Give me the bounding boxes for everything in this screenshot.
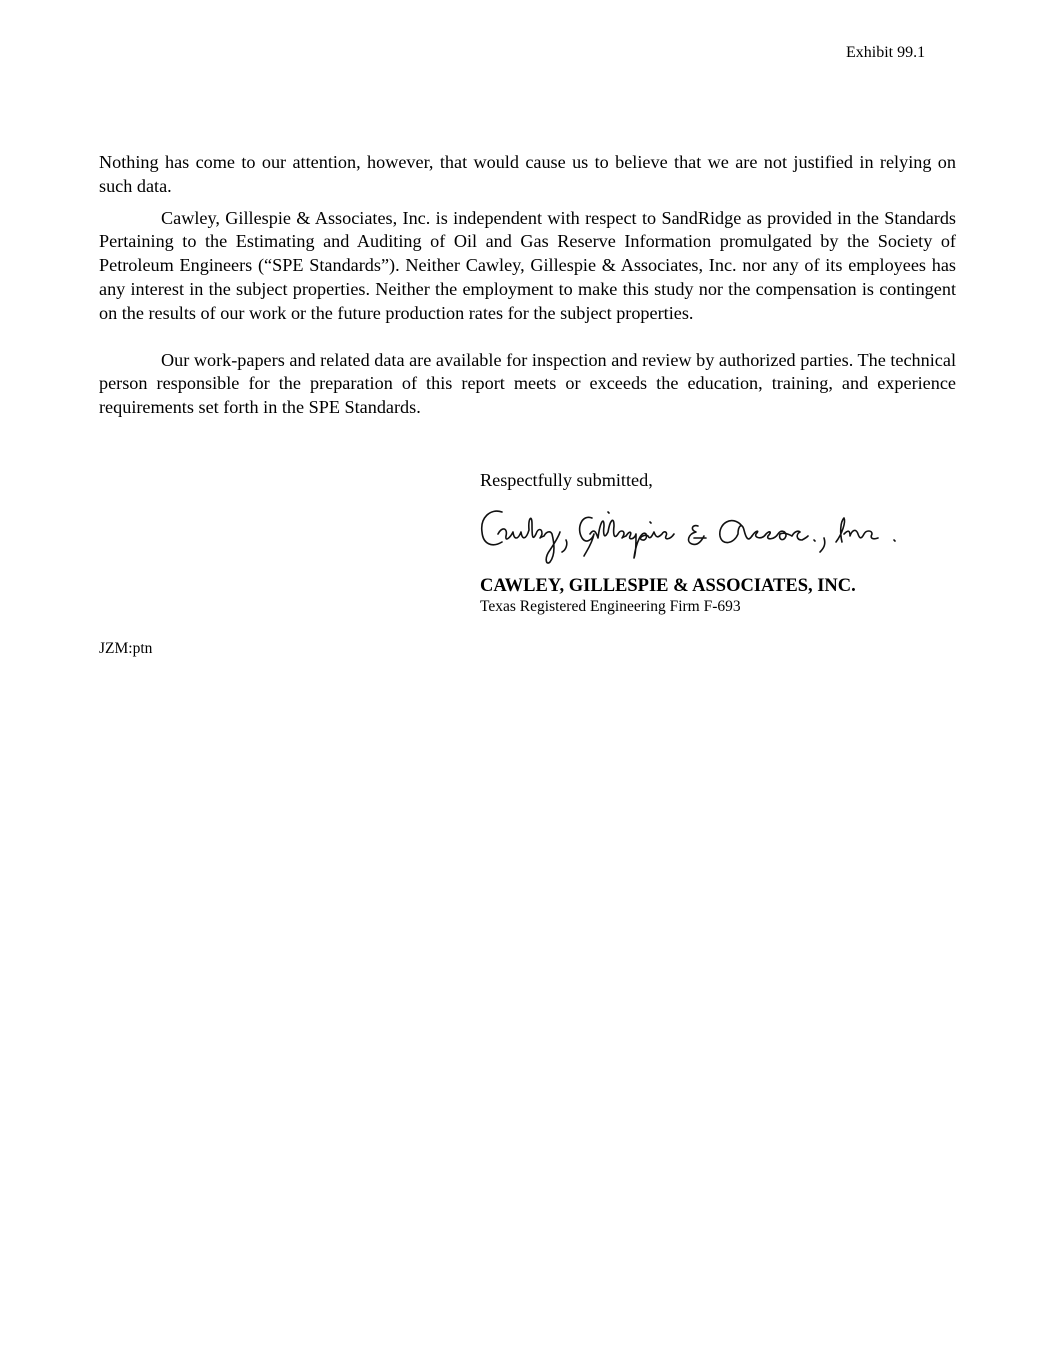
exhibit-label: Exhibit 99.1 [846,44,926,61]
firm-name: CAWLEY, GILLESPIE & ASSOCIATES, INC. [480,576,856,596]
paragraph-independence: Cawley, Gillespie & Associates, Inc. is independent with respect to SandRidge as provided in the Standards Pertaining to the Estimating and Auditing of Oil and Gas Reserve Information promulgated by the Society of Petroleum Engineers (“SPE Standards”). Neither Cawley, Gillespie & Associates, Inc. nor any of its employees has any interest in the subject properties. Neither the employment to make this study nor the compensation is contingent on the results of our work or the future production rates for the subject properties. [99,207,956,323]
letter-body [99,151,956,420]
paragraph-workpapers: Our work-papers and related data are available for inspection and review by authorized parties. The technical person responsible for the preparation of this report meets or exceeds the education, training, and experience requirements set forth in the SPE Standards. [99,349,956,418]
paragraph-reliance: Nothing has come to our attention, however, that would cause us to believe that we are not justified in relying on such data. [99,152,956,196]
firm-registration: Texas Registered Engineering Firm F-693 [480,598,741,615]
signature-block [480,469,960,616]
handwritten-signature [480,504,910,568]
reference-initials: JZM:ptn [99,640,153,657]
closing-salutation: Respectfully submitted, [480,470,653,490]
